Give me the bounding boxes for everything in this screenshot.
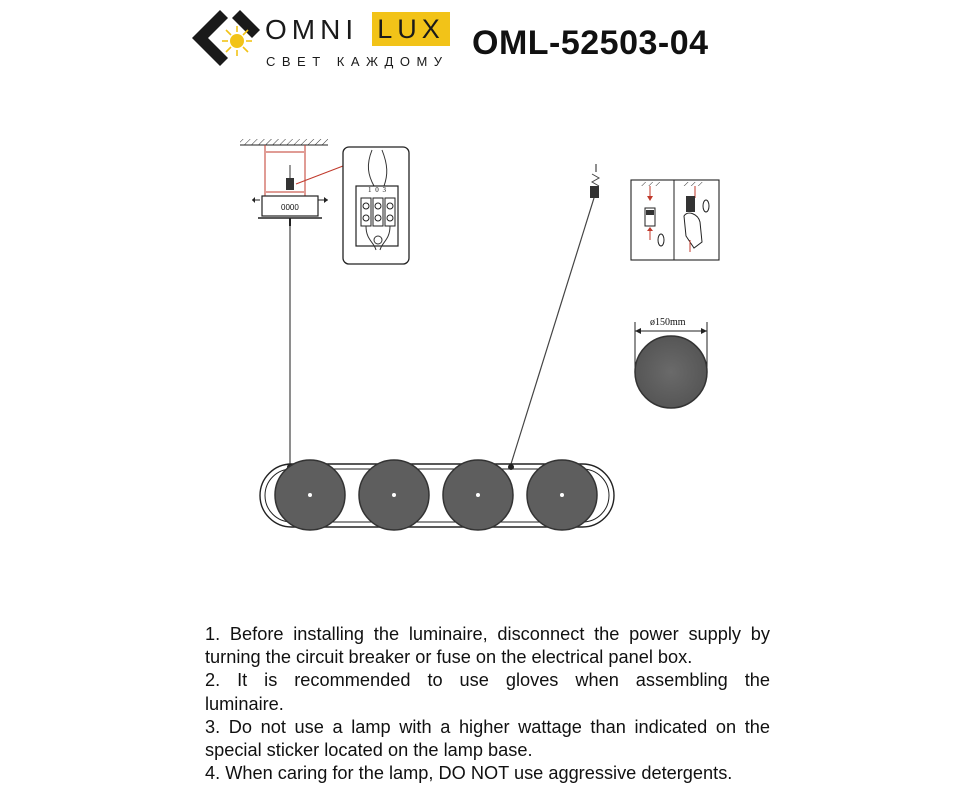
shade-center-dot: [476, 493, 480, 497]
shade-center-dot: [308, 493, 312, 497]
bulb-mounting-detail: [631, 180, 719, 260]
instruction-4-line-1: 4. When caring for the lamp, DO NOT use aggressive detergents.: [205, 763, 733, 784]
instruction-2-line-2: luminaire.: [205, 693, 284, 714]
terminal-block-detail: [343, 147, 409, 264]
instruction-3-line-1: 3. Do not use a lamp with a higher wattage than indicated on the: [205, 716, 770, 737]
instruction-1-line-1: 1. Before installing the luminaire, disconnect the power supply by: [205, 624, 770, 644]
instruction-1-line-2: turning the circuit breaker or fuse on the electrical panel box.: [205, 647, 693, 668]
brand-name-lux: LUX: [372, 12, 450, 46]
instruction-2-line-1: 2. It is recommended to use gloves when assembling the: [205, 670, 770, 691]
ceiling-canopy: [240, 139, 343, 226]
model-code: OML-52503-04: [472, 24, 709, 62]
canopy-label: 0000: [281, 203, 299, 212]
lamp-shades: [275, 460, 597, 530]
shade-dimension-detail: [635, 322, 707, 408]
shade-center-dot: [392, 493, 396, 497]
terminal-labels: 1 0 3: [368, 186, 387, 194]
instruction-3-line-2: special sticker located on the lamp base.: [205, 740, 533, 761]
right-cable: [511, 164, 599, 464]
shade-diameter-label: ø150mm: [650, 317, 686, 328]
shade-center-dot: [560, 493, 564, 497]
brand-tagline: СВЕТ КАЖДОМУ: [266, 54, 449, 69]
instructions-list: [205, 623, 770, 785]
brand-name-omni: OMNI: [265, 14, 359, 45]
